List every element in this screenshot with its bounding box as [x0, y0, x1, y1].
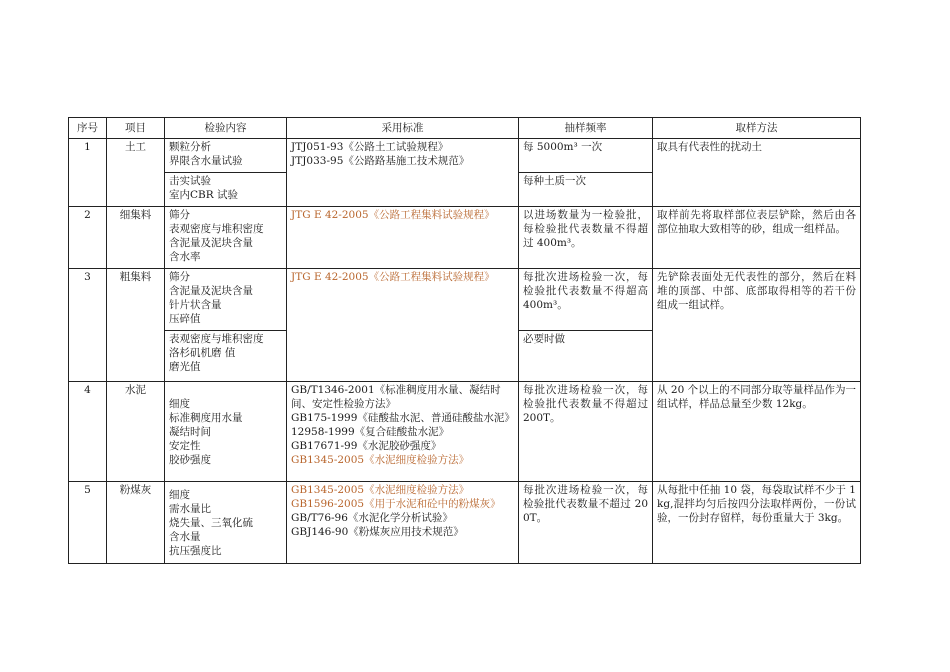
header-item: 项目: [107, 118, 165, 139]
header-standard: 采用标准: [287, 118, 519, 139]
table-row: [69, 269, 861, 331]
content-line: 凝结时间: [169, 425, 211, 438]
row-content: [165, 173, 287, 207]
frequency-text: 必要时做: [523, 333, 565, 345]
row-frequency: [519, 331, 653, 382]
table-row: [69, 382, 861, 482]
table-row: [69, 482, 861, 564]
method-text: 取具有代表性的扰动土: [657, 141, 762, 153]
header-frequency: 抽样频率: [519, 118, 653, 139]
row-method: [653, 207, 861, 269]
content-line: 含泥量及泥块含量: [169, 285, 253, 297]
method-text: 先铲除表面处无代表性的部分，然后在料堆的顶部、中部、底部取得相等的若干份组成一组试样。: [657, 271, 856, 311]
content-line: 表观密度与堆积密度: [169, 333, 264, 345]
row-item: 粗集料: [107, 269, 165, 382]
standard-line: GB/T1346-2001《标准稠度用水量、凝结时间、安定性检验方法》: [291, 384, 501, 410]
row-frequency: [519, 139, 653, 173]
row-content: [165, 331, 287, 382]
row-content: [165, 269, 287, 331]
standard-line: GB/T76-96《水泥化学分析试验》: [291, 512, 453, 524]
row-method: [653, 382, 861, 482]
row-no: 3: [69, 269, 107, 382]
row-no: 2: [69, 207, 107, 269]
content-line: 含泥量及泥块含量: [169, 237, 253, 249]
content-line: 压碎值: [169, 313, 201, 325]
content-line: 筛分: [169, 271, 190, 283]
standard-line: JTJ033-95《公路路基施工技术规范》: [291, 155, 470, 167]
row-frequency: [519, 269, 653, 331]
frequency-text: 每批次进场检验一次，每检验批代表数量不得超过 200T。: [523, 384, 648, 424]
frequency-text: 每批次进场检验一次，每检验批代表数量不超过 200T。: [523, 484, 648, 524]
row-frequency: [519, 482, 653, 564]
frequency-text: 每批次进场检验一次，每检验批代表数量不得超高 400m³。: [523, 271, 648, 311]
content-line: 含水率: [169, 251, 201, 263]
row-frequency: [519, 207, 653, 269]
standard-line: JTG E 42-2005《公路工程集料试验规程》: [291, 271, 495, 283]
row-item: 土工: [107, 139, 165, 207]
inspection-table: [68, 117, 861, 564]
row-standard: [287, 382, 519, 482]
header-no: 序号: [69, 118, 107, 139]
row-method: [653, 482, 861, 564]
row-content: [165, 139, 287, 173]
content-line: 击实试验: [169, 175, 211, 187]
standard-line: 12958-1999《复合硅酸盐水泥》: [291, 426, 450, 438]
frequency-text: 每种土质一次: [523, 175, 586, 187]
content-line: 磨光值: [169, 361, 201, 373]
method-text: 取样前先将取样部位表层铲除，然后由各部位抽取大致相等的砂，组成一组样品。: [657, 209, 856, 235]
header-row: [69, 118, 861, 139]
content-line: 需水量比: [169, 502, 211, 515]
standard-line: GB1345-2005《水泥细度检验方法》: [291, 484, 470, 496]
row-standard: [287, 269, 519, 382]
row-no: 4: [69, 382, 107, 482]
standard-line: GB1345-2005《水泥细度检验方法》: [291, 454, 470, 466]
content-line: 表观密度与堆积密度: [169, 223, 264, 235]
content-line: 安定性: [169, 439, 201, 452]
standard-line: JTJ051-93《公路土工试验规程》: [291, 141, 449, 153]
row-content: [165, 482, 287, 564]
row-frequency: [519, 382, 653, 482]
content-line: 细度: [169, 397, 190, 410]
content-line: 筛分: [169, 209, 190, 221]
content-line: 界限含水量试验: [169, 155, 243, 167]
standard-line: GBJ146-90《粉煤灰应用技术规范》: [291, 526, 464, 538]
standard-line: GB17671-99《水泥胶砂强度》: [291, 440, 442, 452]
standard-line: JTG E 42-2005《公路工程集料试验规程》: [291, 209, 495, 221]
method-text: 从每批中任抽 10 袋，每袋取试样不少于 1kg,混拌均匀后按四分法取样两份，一份试验，一份封存留样，每份重量大于 3kg。: [657, 484, 856, 524]
row-item: 细集料: [107, 207, 165, 269]
row-method: [653, 139, 861, 207]
row-item: 粉煤灰: [107, 482, 165, 564]
content-line: 抗压强度比: [169, 544, 222, 557]
content-line: 针片状含量: [169, 299, 222, 311]
content-line: 细度: [169, 488, 190, 501]
content-line: 含水量: [169, 530, 201, 543]
header-method: 取样方法: [653, 118, 861, 139]
row-no: 5: [69, 482, 107, 564]
row-content: [165, 207, 287, 269]
row-no: 1: [69, 139, 107, 207]
row-item: 水泥: [107, 382, 165, 482]
header-content: 检验内容: [165, 118, 287, 139]
table-row: [69, 139, 861, 173]
content-line: 标准稠度用水量: [169, 411, 243, 424]
frequency-text: 每 5000m³ 一次: [523, 141, 603, 153]
row-method: [653, 269, 861, 382]
content-line: 烧失量、三氧化硫: [169, 516, 253, 529]
standard-line: GB1596-2005《用于水泥和砼中的粉煤灰》: [291, 498, 501, 510]
method-text: 从 20 个以上的不同部分取等量样品作为一组试样，样品总量至少数 12kg。: [657, 384, 856, 410]
standard-line: GB175-1999《硅酸盐水泥、普通硅酸盐水泥》: [291, 412, 515, 424]
content-line: 颗粒分析: [169, 141, 211, 153]
content-line: 室内CBR 试验: [169, 189, 238, 201]
row-standard: [287, 482, 519, 564]
row-standard: [287, 207, 519, 269]
table-row: [69, 207, 861, 269]
content-line: 洛杉矶机磨 值: [169, 347, 236, 359]
content-line: 胶砂强度: [169, 453, 211, 466]
row-content: [165, 382, 287, 482]
frequency-text: 以进场数量为一检验批，每检验批代表数量不得超过 400m³。: [523, 209, 648, 249]
row-frequency: [519, 173, 653, 207]
row-standard: [287, 139, 519, 207]
